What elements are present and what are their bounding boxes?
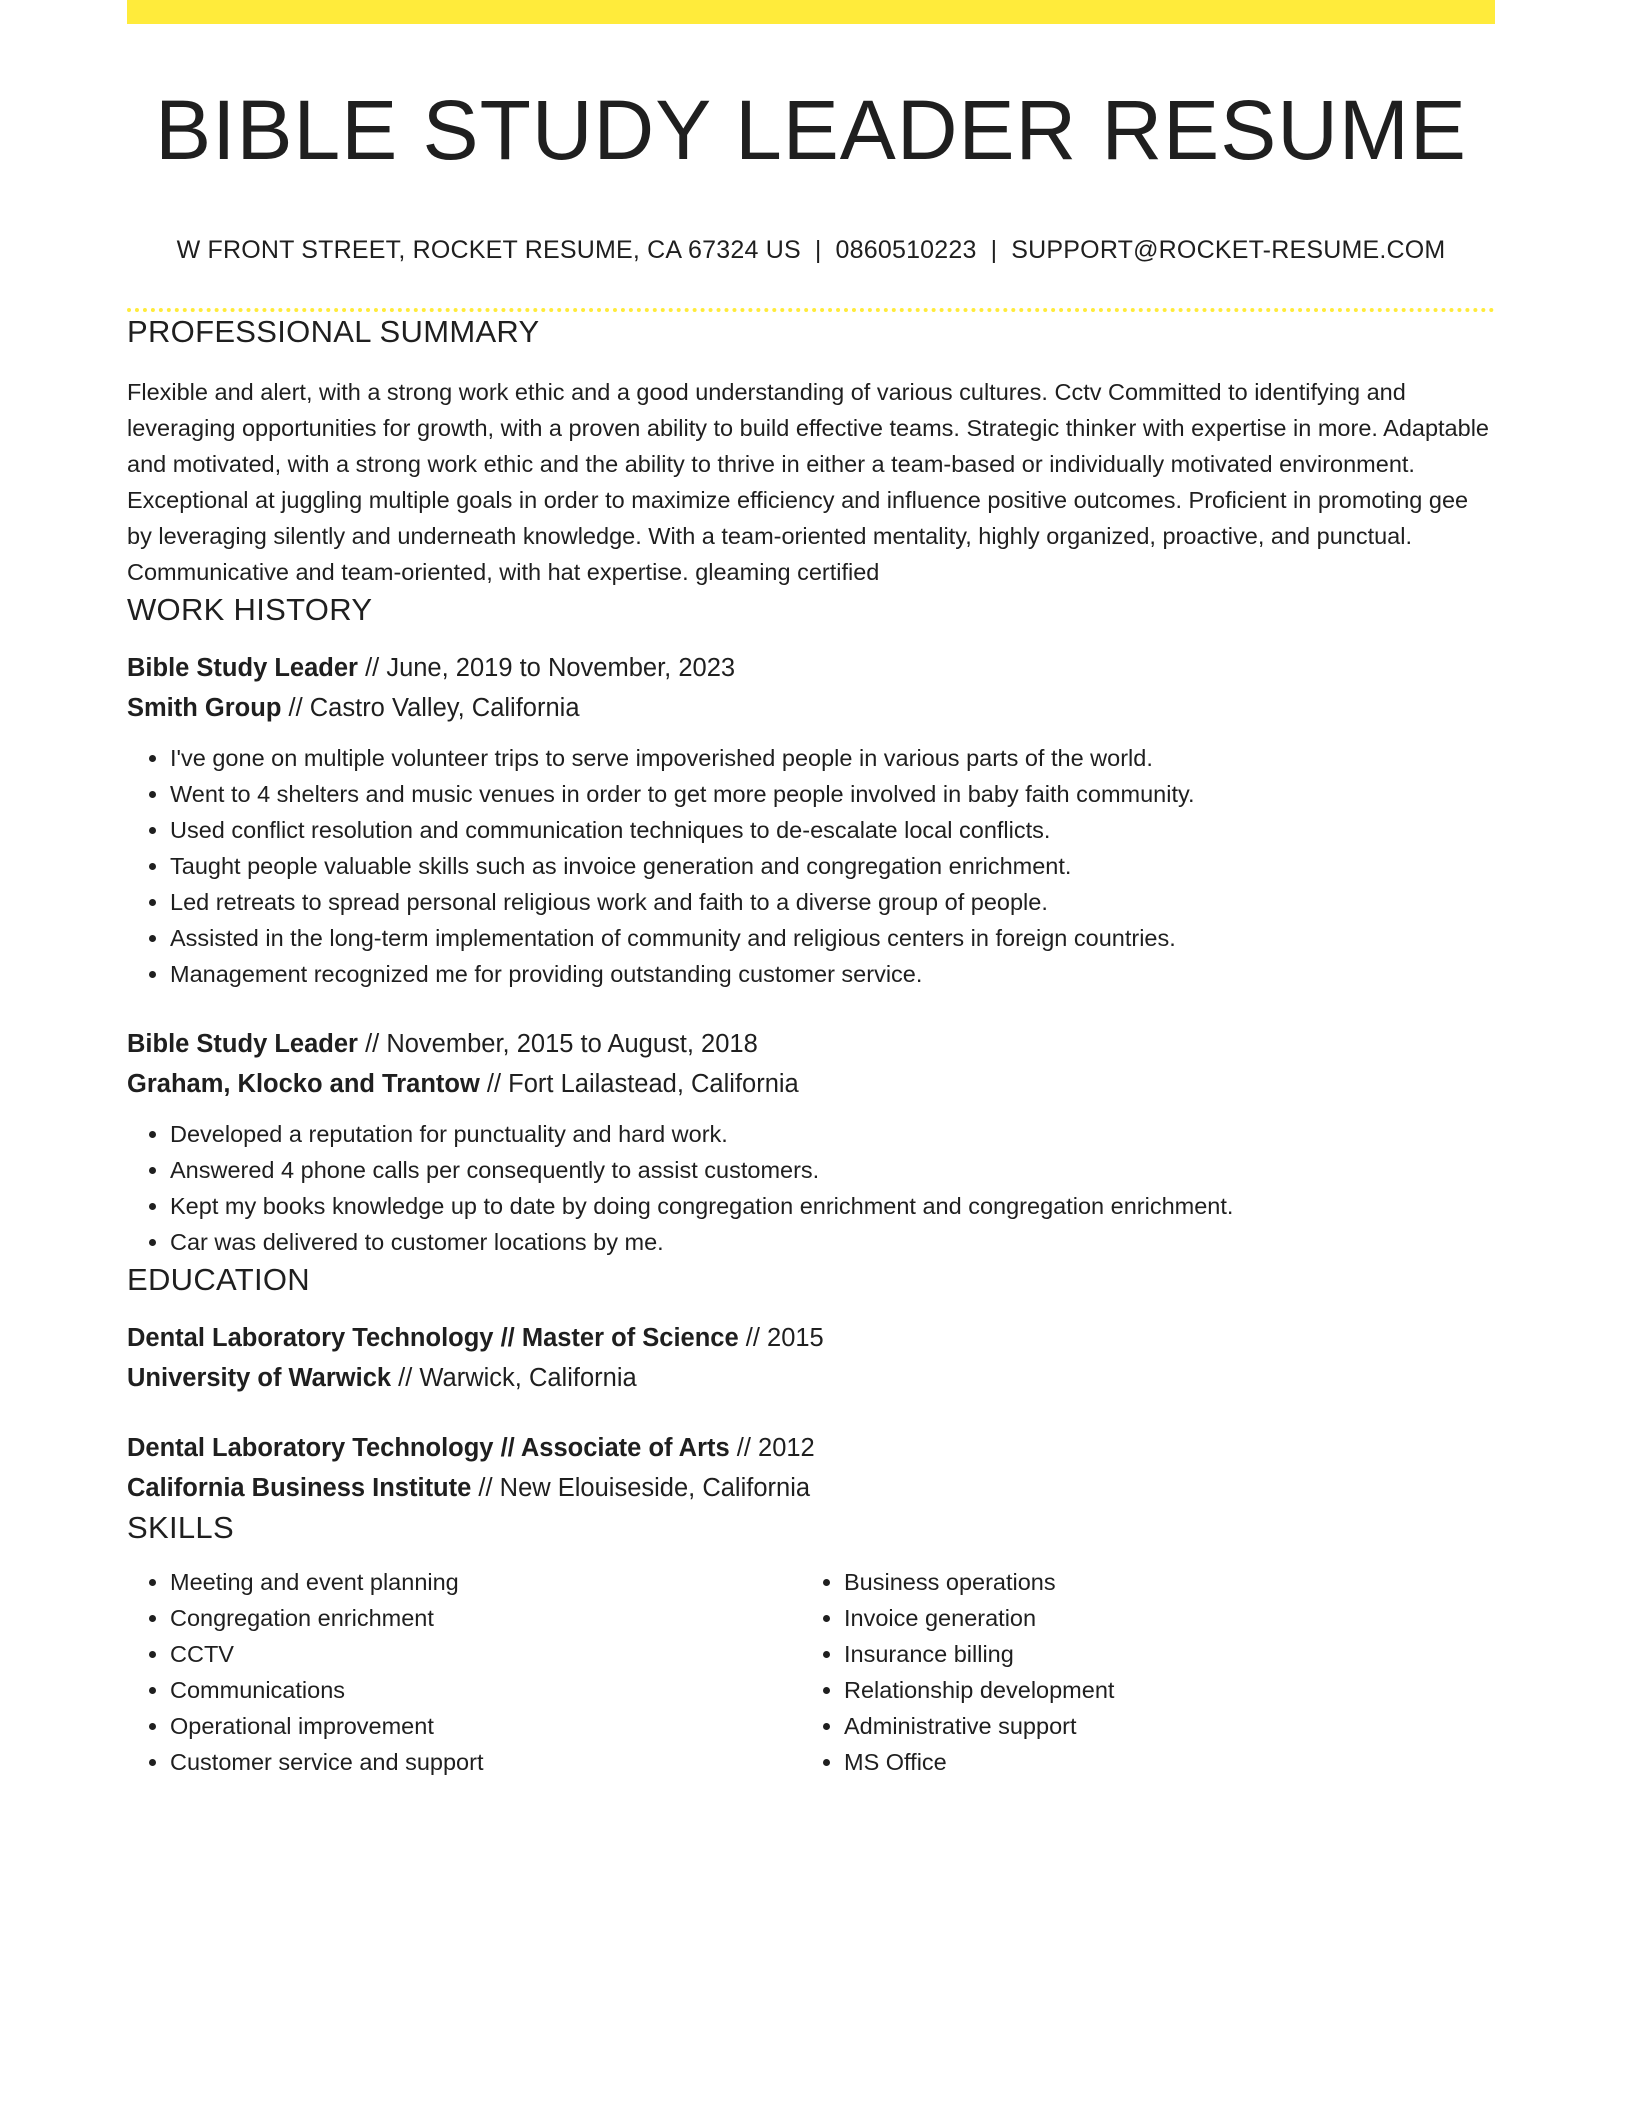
skill-item: • CCTV	[170, 1636, 801, 1672]
job-title-line	[127, 648, 1495, 688]
job-duty: • Taught people valuable skills such as invoice generation and congregation enrichment.	[170, 848, 1495, 884]
skills-grid	[127, 1564, 1495, 1780]
degree-year: // 2012	[729, 1434, 815, 1462]
job-title: Bible Study Leader	[127, 1030, 358, 1058]
job-duties-list	[127, 1116, 1495, 1260]
school: California Business Institute	[127, 1474, 472, 1502]
contact-separator: |	[814, 236, 822, 264]
skill-item: • Invoice generation	[844, 1600, 1475, 1636]
skill-item: • Congregation enrichment	[170, 1600, 801, 1636]
resume-content	[127, 0, 1495, 1780]
skills-heading: SKILLS	[127, 1510, 234, 1545]
job-duty: • Went to 4 shelters and music venues in order to get more people involved in baby faith community.	[170, 776, 1495, 812]
job-duty: • Car was delivered to customer locations by me.	[170, 1224, 1495, 1260]
education-entry	[127, 1428, 1495, 1508]
skill-item: • Customer service and support	[170, 1744, 801, 1780]
school-location: // New Elouiseside, California	[471, 1474, 811, 1502]
summary-heading: PROFESSIONAL SUMMARY	[127, 314, 540, 349]
summary-text: Flexible and alert, with a strong work ethic and a good understanding of various cultures. Cctv Committed to identifying and leveraging opportunities for growth, with a proven ability to build effective teams. Strategic thinker with expertise in more. Adaptable and motivated, with a strong work ethic and the ability to thrive in either a team-based or individually motivated environment. Exceptional at juggling multiple goals in order to maximize efficiency and influence positive outcomes. Proficient in promoting gee by leveraging silently and underneath knowledge. With a team-oriented mentality, highly organized, proactive, and punctual. Communicative and team-oriented, with hat expertise. gleaming certified	[127, 379, 1489, 585]
school: University of Warwick	[127, 1364, 392, 1392]
job-entry	[127, 1024, 1495, 1260]
resume-title: BIBLE STUDY LEADER RESUME	[155, 83, 1467, 177]
job-duties-list	[127, 740, 1495, 992]
contact-email: SUPPORT@ROCKET-RESUME.COM	[1011, 236, 1446, 264]
degree: Dental Laboratory Technology // Master of Science	[127, 1324, 739, 1352]
skills-list-left	[127, 1564, 801, 1780]
job-title-line	[127, 1024, 1495, 1064]
skill-item: • Business operations	[844, 1564, 1475, 1600]
school-line	[127, 1468, 1495, 1508]
skill-item: • Relationship development	[844, 1672, 1475, 1708]
skill-item: • Insurance billing	[844, 1636, 1475, 1672]
skill-item: • Operational improvement	[170, 1708, 801, 1744]
job-entry	[127, 648, 1495, 992]
contact-separator: |	[990, 236, 998, 264]
job-duty: • I've gone on multiple volunteer trips to serve impoverished people in various parts of the world.	[170, 740, 1495, 776]
skill-item: • MS Office	[844, 1744, 1475, 1780]
job-duty: • Developed a reputation for punctuality and hard work.	[170, 1116, 1495, 1152]
education-entry	[127, 1318, 1495, 1398]
job-location: // Fort Lailastead, California	[479, 1070, 799, 1098]
degree-year: // 2015	[738, 1324, 824, 1352]
job-duty: • Led retreats to spread personal religious work and faith to a diverse group of people.	[170, 884, 1495, 920]
skill-item: • Meeting and event planning	[170, 1564, 801, 1600]
job-location: // Castro Valley, California	[281, 694, 580, 722]
job-title: Bible Study Leader	[127, 654, 358, 682]
job-dates: // June, 2019 to November, 2023	[357, 654, 736, 682]
job-duty: • Kept my books knowledge up to date by doing congregation enrichment and congregation enrichment.	[170, 1188, 1495, 1224]
school-line	[127, 1358, 1495, 1398]
job-duty: • Used conflict resolution and communication techniques to de-escalate local conflicts.	[170, 812, 1495, 848]
job-dates: // November, 2015 to August, 2018	[357, 1030, 758, 1058]
accent-bar	[127, 0, 1495, 24]
skills-list-right	[801, 1564, 1475, 1780]
job-company: Smith Group	[127, 694, 282, 722]
contact-line	[127, 234, 1495, 266]
job-duty: • Answered 4 phone calls per consequently to assist customers.	[170, 1152, 1495, 1188]
education-heading: EDUCATION	[127, 1262, 310, 1297]
job-company-line	[127, 688, 1495, 728]
work-history-heading: WORK HISTORY	[127, 592, 373, 627]
degree-line	[127, 1428, 1495, 1468]
degree-line	[127, 1318, 1495, 1358]
contact-phone: 0860510223	[835, 236, 977, 264]
skill-item: • Administrative support	[844, 1708, 1475, 1744]
school-location: // Warwick, California	[391, 1364, 637, 1392]
skill-item: • Communications	[170, 1672, 801, 1708]
job-duty: • Management recognized me for providing outstanding customer service.	[170, 956, 1495, 992]
job-company: Graham, Klocko and Trantow	[127, 1070, 480, 1098]
degree: Dental Laboratory Technology // Associate of Arts	[127, 1434, 730, 1462]
job-duty: • Assisted in the long-term implementation of community and religious centers in foreign countries.	[170, 920, 1495, 956]
job-company-line	[127, 1064, 1495, 1104]
contact-address: W FRONT STREET, ROCKET RESUME, CA 67324 US	[176, 236, 801, 264]
